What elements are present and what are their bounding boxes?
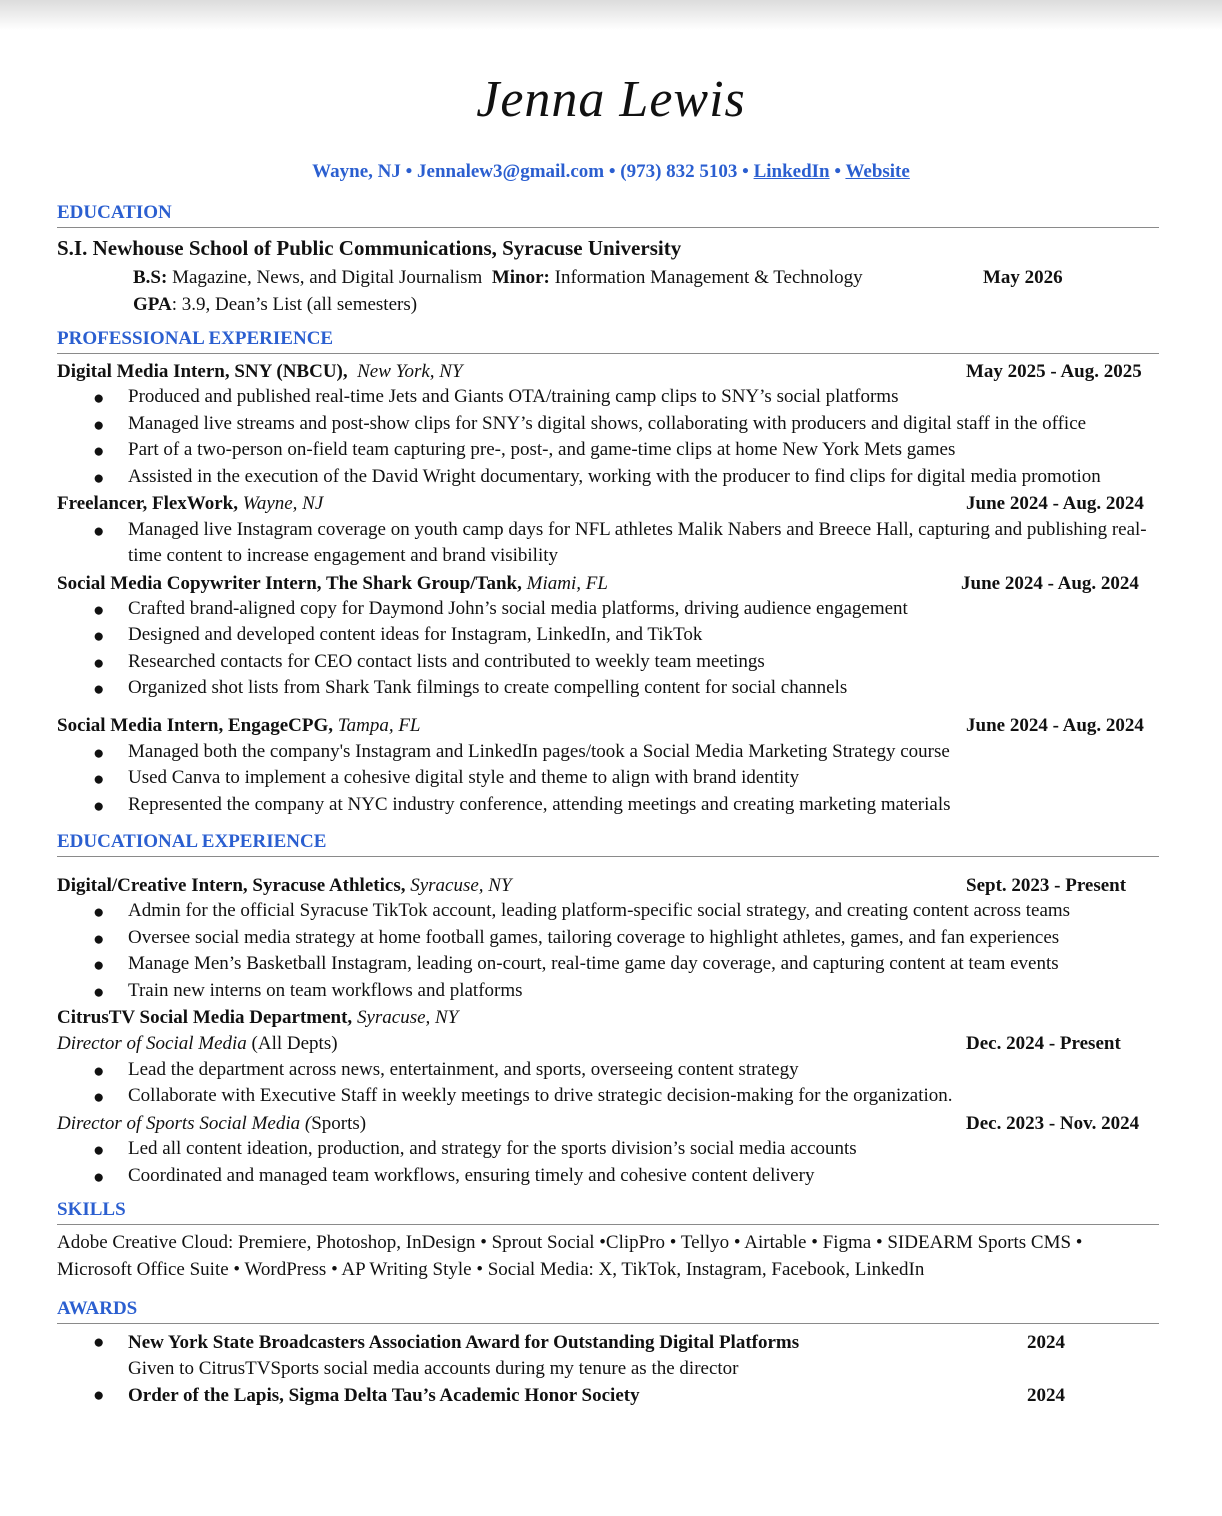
- education-date: May 2026: [983, 267, 1063, 288]
- gpa-text: : 3.9, Dean’s List (all semesters): [171, 294, 418, 315]
- job-location: Wayne, NJ: [242, 493, 324, 514]
- job-date: June 2024 - Aug. 2024: [966, 715, 1144, 736]
- role-title: Director of Sports Social Media (: [57, 1113, 312, 1134]
- contact-line: [0, 161, 1222, 183]
- job-title: Digital/Creative Intern, Syracuse Athletics,: [57, 875, 406, 896]
- bullet-text: Designed and developed content ideas for Instagram, LinkedIn, and TikTok: [128, 624, 703, 645]
- separator: •: [742, 161, 749, 182]
- job-title-line: [57, 714, 421, 738]
- bullet-text: Oversee social media strategy at home football games, tailoring coverage to highlight athletes, games, and fan experiences: [128, 927, 1060, 948]
- bullet-icon: ●: [93, 1140, 105, 1161]
- separator: •: [608, 161, 616, 182]
- org-title-line: [57, 1006, 458, 1030]
- bullet-icon: ●: [93, 1087, 105, 1108]
- bullet-icon: ●: [93, 743, 105, 764]
- job-title: Social Media Intern, EngageCPG,: [57, 715, 334, 736]
- skills-line: Adobe Creative Cloud: Premiere, Photoshop, InDesign • Sprout Social •ClipPro • Tellyo • Airtable • Figma • SIDEARM Sports CMS •: [57, 1232, 1083, 1253]
- role-title: Director of Social Media: [57, 1033, 247, 1054]
- bullet-text: Produced and published real-time Jets and Giants OTA/training camp clips to SNY’s social platforms: [128, 386, 899, 407]
- bullet-icon: ●: [93, 982, 105, 1003]
- job-title-line: [57, 492, 323, 516]
- bullet-icon: ●: [93, 626, 105, 647]
- bullet-text: Collaborate with Executive Staff in weekly meetings to drive strategic decision-making for the organization.: [128, 1085, 953, 1106]
- bullet-text: Organized shot lists from Shark Tank filmings to create compelling content for social channels: [128, 677, 848, 698]
- minor-text: Information Management & Technology: [554, 267, 863, 288]
- bullet-text: Represented the company at NYC industry conference, attending meetings and creating marketing materials: [128, 794, 951, 815]
- bullet-text: Admin for the official Syracuse TikTok account, leading platform-specific social strategy, and creating content across teams: [128, 900, 1071, 921]
- degree-label: B.S:: [133, 267, 168, 288]
- job-location: Tampa, FL: [337, 715, 421, 736]
- award-title: Order of the Lapis, Sigma Delta Tau’s Academic Honor Society: [128, 1385, 640, 1406]
- degree-line: [133, 266, 863, 290]
- bullet-icon: ●: [93, 521, 105, 542]
- bullet-icon: ●: [93, 468, 105, 489]
- section-heading-educational: EDUCATIONAL EXPERIENCE: [57, 830, 1159, 857]
- resume-name: Jenna Lewis: [476, 71, 746, 128]
- job-date: May 2025 - Aug. 2025: [966, 361, 1142, 382]
- bullet-text: Managed live Instagram coverage on youth camp days for NFL athletes Malik Nabers and Breece Hall, capturing and publishing real-time content to increase engagement and brand visibility: [128, 519, 1147, 566]
- bullet-text: Assisted in the execution of the David Wright documentary, working with the producer to find clips for digital media promotion: [128, 466, 1101, 487]
- bullet-icon: ●: [93, 1332, 105, 1353]
- bullet-text: Manage Men’s Basketball Instagram, leading on-court, real-time game day coverage, and capturing content at team events: [128, 953, 1059, 974]
- award-year: 2024: [1027, 1385, 1065, 1406]
- job-date: Sept. 2023 - Present: [966, 875, 1127, 896]
- minor-label: Minor:: [491, 267, 550, 288]
- bullet-icon: ●: [93, 653, 105, 674]
- bullet-text: Train new interns on team workflows and platforms: [128, 980, 523, 1001]
- separator: •: [834, 161, 842, 182]
- contact-phone: (973) 832 5103: [620, 161, 738, 182]
- gpa-label: GPA: [133, 294, 172, 315]
- contact-location: Wayne, NJ: [312, 161, 401, 182]
- role-dept: Sports): [311, 1113, 367, 1134]
- website-link[interactable]: Website: [845, 161, 910, 182]
- bullet-text: Lead the department across news, entertainment, and sports, overseeing content strategy: [128, 1059, 799, 1080]
- bullet-icon: ●: [93, 679, 105, 700]
- role-date: Dec. 2023 - Nov. 2024: [966, 1113, 1140, 1134]
- bullet-icon: ●: [93, 902, 105, 923]
- school-name: S.I. Newhouse School of Public Communications, Syracuse University: [57, 236, 682, 260]
- bullet-icon: ●: [93, 415, 105, 436]
- role-dept: (All Depts): [246, 1033, 338, 1054]
- job-title-line: [57, 572, 608, 596]
- award-title: New York State Broadcasters Association Award for Outstanding Digital Platforms: [128, 1332, 800, 1353]
- gpa-line: [133, 293, 417, 317]
- bullet-text: Managed live streams and post-show clips for SNY’s digital shows, collaborating with producers and digital staff in the office: [128, 413, 1087, 434]
- linkedin-link[interactable]: LinkedIn: [753, 161, 830, 182]
- section-heading-professional: PROFESSIONAL EXPERIENCE: [57, 327, 1159, 354]
- bullet-text: Led all content ideation, production, and strategy for the sports division’s social media accounts: [128, 1138, 857, 1159]
- bullet-icon: ●: [93, 955, 105, 976]
- job-title-line: [57, 360, 463, 384]
- bullet-icon: ●: [93, 1061, 105, 1082]
- section-heading-skills: SKILLS: [57, 1198, 1159, 1225]
- role-date: Dec. 2024 - Present: [966, 1033, 1121, 1054]
- job-title-line: [57, 874, 512, 898]
- bullet-icon: ●: [93, 796, 105, 817]
- bullet-text: Used Canva to implement a cohesive digital style and theme to align with brand identity: [128, 767, 800, 788]
- bullet-text: Coordinated and managed team workflows, ensuring timely and cohesive content delivery: [128, 1165, 815, 1186]
- skills-line: Microsoft Office Suite • WordPress • AP Writing Style • Social Media: X, TikTok, Instagram, Facebook, LinkedIn: [57, 1259, 925, 1280]
- job-date: June 2024 - Aug. 2024: [966, 493, 1144, 514]
- bullet-icon: ●: [93, 388, 105, 409]
- window-shadow: [0, 0, 1222, 30]
- bullet-icon: ●: [93, 1385, 105, 1406]
- bullet-icon: ●: [93, 769, 105, 790]
- degree-text: Magazine, News, and Digital Journalism: [172, 267, 483, 288]
- job-location: New York, NY: [357, 361, 463, 382]
- contact-email[interactable]: Jennalew3@gmail.com: [417, 161, 605, 182]
- bullet-icon: ●: [93, 441, 105, 462]
- bullet-text: Crafted brand-aligned copy for Daymond John’s social media platforms, driving audience engagement: [128, 598, 908, 619]
- bullet-icon: ●: [93, 600, 105, 621]
- job-title: Freelancer, FlexWork,: [57, 493, 238, 514]
- award-year: 2024: [1027, 1332, 1065, 1353]
- section-heading-awards: AWARDS: [57, 1297, 1159, 1324]
- bullet-text: Managed both the company's Instagram and LinkedIn pages/took a Social Media Marketing Strategy course: [128, 741, 950, 762]
- org-location: Syracuse, NY: [356, 1007, 459, 1028]
- role-line: [57, 1112, 366, 1136]
- section-heading-education: EDUCATION: [57, 201, 1159, 228]
- job-title: Social Media Copywriter Intern, The Shark Group/Tank,: [57, 573, 522, 594]
- job-location: Miami, FL: [526, 573, 608, 594]
- bullet-icon: ●: [93, 929, 105, 950]
- separator: •: [405, 161, 413, 182]
- role-line: [57, 1032, 338, 1056]
- job-title: Digital Media Intern, SNY (NBCU),: [57, 361, 348, 382]
- bullet-icon: ●: [93, 1167, 105, 1188]
- bullet-text: Part of a two-person on-field team capturing pre-, post-, and game-time clips at home New York Mets games: [128, 439, 956, 460]
- award-description: Given to CitrusTVSports social media accounts during my tenure as the director: [128, 1358, 739, 1379]
- job-location: Syracuse, NY: [410, 875, 512, 896]
- job-date: June 2024 - Aug. 2024: [961, 573, 1139, 594]
- bullet-text: Researched contacts for CEO contact lists and contributed to weekly team meetings: [128, 651, 765, 672]
- org-title: CitrusTV Social Media Department,: [57, 1007, 353, 1028]
